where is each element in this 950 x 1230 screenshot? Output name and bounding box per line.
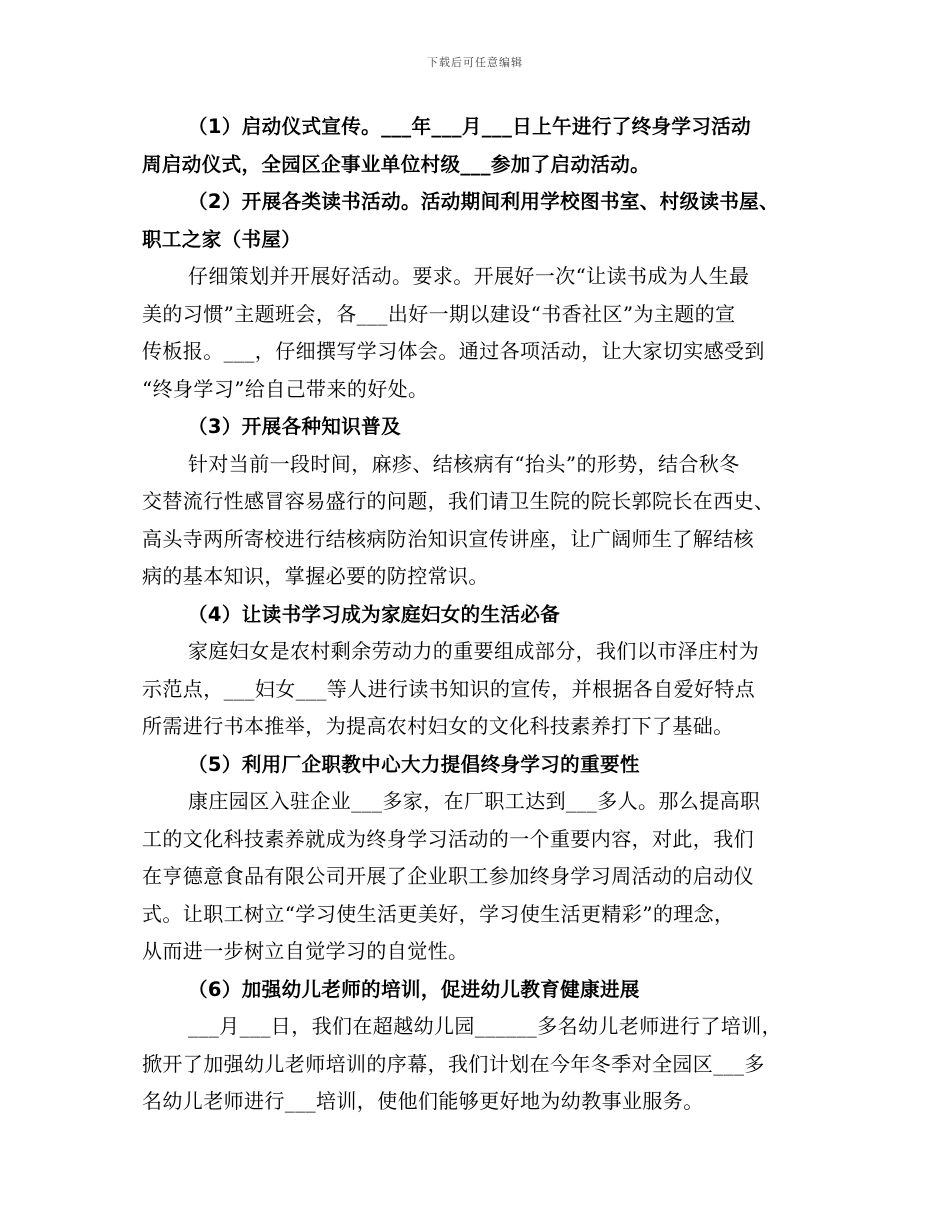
section-heading-line: （3）开展各种知识普及: [188, 415, 401, 438]
paragraph-line: 美的习惯”主题班会，各___出好一期以建设“书香社区”为主题的宣: [142, 301, 736, 326]
paragraph-line: 传板报。___，仔细撰写学习体会。通过各项活动，让大家切实感受到: [142, 339, 765, 363]
paragraph-line: 仔细策划并开展好活动。要求。开展好一次“让读书成为人生最: [188, 264, 750, 288]
section-heading-line: （6）加强幼儿老师的培训，促进幼儿教育健康进展: [188, 977, 640, 1001]
paragraph-line: 示范点，___妇女___等人进行读书知识的宣传，并根据各自爱好特点: [142, 676, 756, 701]
paragraph-line: 家庭妇女是农村剩余劳动力的重要组成部分，我们以市泽庄村为: [188, 639, 760, 663]
paragraph-line: 工的文化科技素养就成为终身学习活动的一个重要内容，对此，我们: [142, 826, 754, 851]
section-heading-line: 周启动仪式，全园区企事业单位村级___参加了启动活动。: [142, 152, 651, 176]
paragraph-line: 名幼儿老师进行___培训，使他们能够更好地为幼教事业服务。: [142, 1089, 704, 1113]
document-body: [142, 108, 814, 1121]
paragraph-line: 掀开了加强幼儿老师培训的序幕，我们计划在今年冬季对全园区___多: [142, 1051, 765, 1076]
section-heading-line: （4）让读书学习成为家庭妇女的生活必备: [188, 602, 561, 626]
paragraph-line: 所需进行书本推举，为提高农村妇女的文化科技素养打下了基础。: [142, 714, 734, 738]
paragraph-line: “终身学习”给自己带来的好处。: [142, 376, 429, 401]
paragraph-line: 高头寺两所寄校进行结核病防治知识宣传讲座，让广阔师生了解结核: [142, 526, 754, 551]
paragraph-line: 从而进一步树立自觉学习的自觉性。: [142, 939, 469, 963]
paragraph-line: 针对当前一段时间，麻疹、结核病有“抬头”的形势，结合秋冬: [188, 451, 740, 476]
section-heading-line: （2）开展各类读书活动。活动期间利用学校图书室、村级读书屋、: [188, 190, 780, 213]
page-header: 下载后可任意编辑: [427, 56, 523, 69]
section-heading-line: （5）利用厂企职教中心大力提倡终身学习的重要性: [188, 752, 640, 776]
section-heading-line: （1）启动仪式宣传。___年___月___日上午进行了终身学习活动: [188, 115, 752, 138]
paragraph-line: ___月___日，我们在超越幼儿园______多名幼儿老师进行了培训，: [188, 1014, 782, 1038]
paragraph-line: 交替流行性感冒容易盛行的问题，我们请卫生院的院长郭院长在西史、: [142, 489, 775, 513]
paragraph-line: 病的基本知识，掌握必要的防控常识。: [142, 564, 489, 588]
paragraph-line: 在亨德意食品有限公司开展了企业职工参加终身学习周活动的启动仪: [142, 864, 754, 888]
paragraph-line: 式。让职工树立“学习使生活更美好，学习使生活更精彩”的理念，: [142, 901, 735, 926]
paragraph-line: 康庄园区入驻企业___多家，在厂职工达到___多人。那么提高职: [188, 789, 761, 813]
section-heading-line: 职工之家（书屋）: [142, 227, 302, 251]
